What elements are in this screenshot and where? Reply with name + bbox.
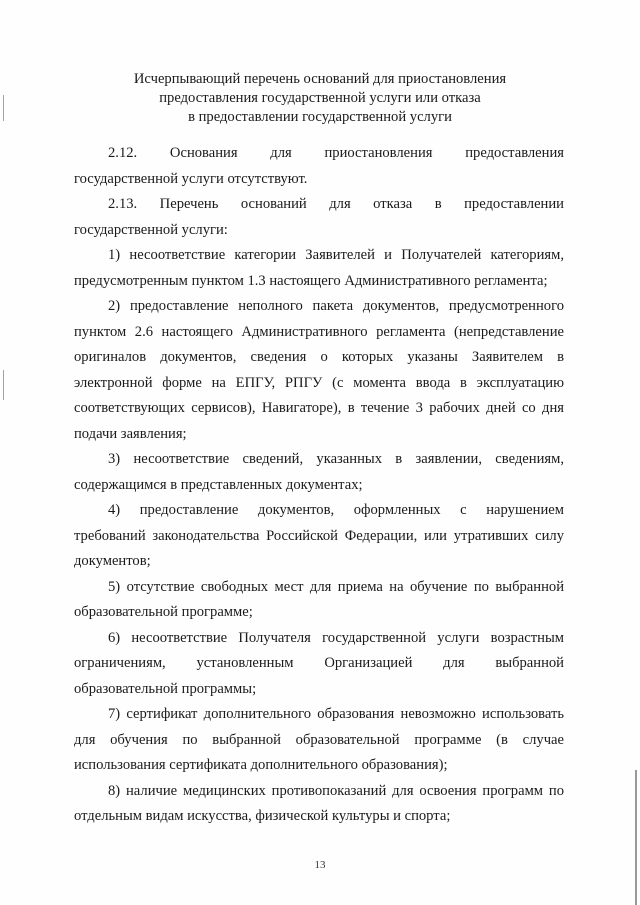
- text-line: содержащимся в представленных документах;: [74, 476, 363, 493]
- text-line: 5) отсутствие свободных мест для приема на обучение по выбранной: [108, 578, 564, 595]
- scan-edge-mark: [3, 370, 4, 400]
- text-line: 1) несоответствие категории Заявителей и Получателей категориям,: [108, 247, 564, 263]
- text-line: для обучения по выбранной образовательной программе (в случае: [74, 731, 564, 748]
- title-line: в предоставлении государственной услуги: [188, 109, 452, 125]
- text-line: государственной услуги отсутствуют.: [74, 170, 308, 187]
- text-line: 8) наличие медицинских противопоказаний для освоения программ по: [108, 782, 564, 799]
- text-line: 4) предоставление документов, оформленных с нарушением: [108, 502, 564, 518]
- text-line: образовательной программе;: [74, 604, 253, 620]
- scan-edge-mark: [3, 95, 4, 121]
- text-line: оригиналов документов, сведения о которых указаны Заявителем в: [74, 349, 564, 365]
- text-line: требований законодательства Российской Федерации, или утративших силу: [74, 527, 564, 544]
- text-line: 3) несоответствие сведений, указанных в заявлении, сведениям,: [108, 451, 564, 467]
- document-body: [74, 141, 564, 830]
- text-line: документов;: [74, 553, 151, 569]
- text-line: использования сертификата дополнительного образования);: [74, 757, 448, 773]
- text-line: предусмотренным пунктом 1.3 настоящего Административного регламента;: [74, 272, 548, 289]
- page-number: 13: [314, 859, 326, 871]
- text-line: образовательной программы;: [74, 680, 257, 697]
- title-line: Исчерпывающий перечень оснований для приостановления: [133, 71, 507, 87]
- text-line: электронной форме на ЕПГУ, РПГУ (с момента ввода в эксплуатацию: [74, 374, 564, 391]
- text-line: подачи заявления;: [74, 425, 187, 442]
- scan-edge-mark: [635, 770, 637, 905]
- text-line: 2.13. Перечень оснований для отказа в предоставлении: [108, 196, 564, 212]
- text-line: 7) сертификат дополнительного образования невозможно использовать: [108, 706, 564, 722]
- text-line: соответствующих сервисов), Навигаторе), в течение 3 рабочих дней со дня: [74, 400, 564, 416]
- title-line: предоставления государственной услуги или отказа: [159, 90, 481, 106]
- text-line: 2.12. Основания для приостановления предоставления: [108, 145, 564, 161]
- text-line: ограничениям, установленным Организацией для выбранной: [74, 655, 564, 671]
- text-line: отдельным видам искусства, физической культуры и спорта;: [74, 808, 451, 824]
- text-line: 6) несоответствие Получателя государственной услуги возрастным: [108, 629, 564, 646]
- text-line: пунктом 2.6 настоящего Административного регламента (непредставление: [74, 323, 564, 340]
- section-title: [100, 70, 540, 127]
- text-line: 2) предоставление неполного пакета документов, предусмотренного: [108, 298, 564, 314]
- text-line: государственной услуги:: [74, 221, 228, 238]
